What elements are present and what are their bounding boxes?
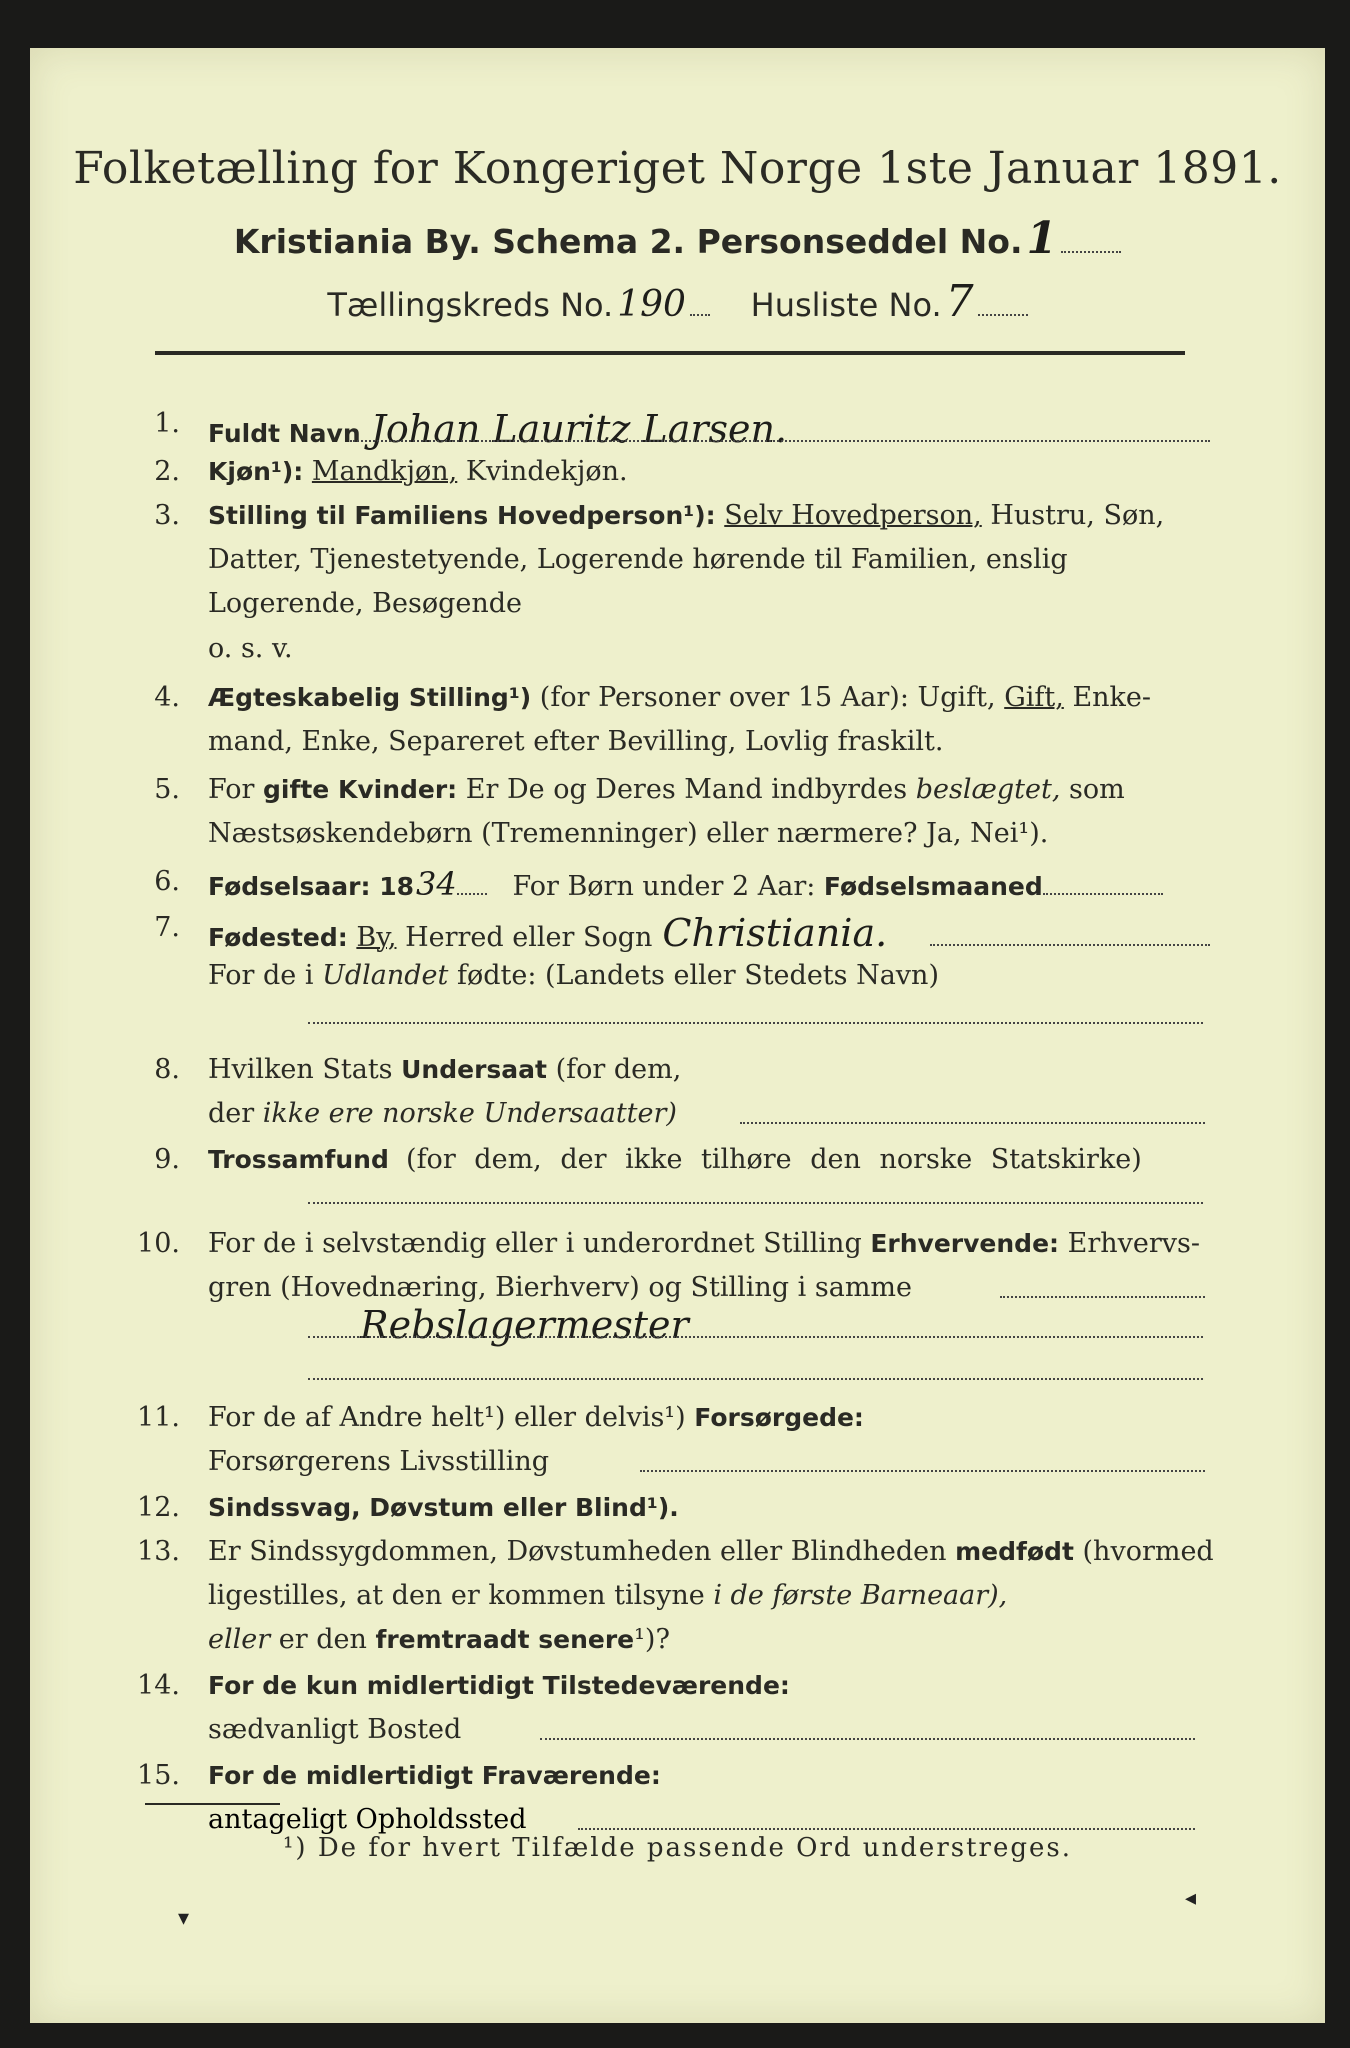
field-number: 14. xyxy=(137,1670,180,1701)
field-number: 8. xyxy=(154,1054,180,1085)
header-rule xyxy=(155,351,1185,355)
field-label: Trossamfund xyxy=(208,1145,389,1174)
field-text: Er Sindssygdommen, Døvstumheden eller Blindheden xyxy=(208,1536,947,1567)
field-text: Logerende, Besøgende xyxy=(208,588,522,619)
field-text: Enke- xyxy=(1072,682,1151,713)
dotted-fill xyxy=(308,1334,1203,1338)
field-label: fremtraadt senere xyxy=(375,1625,635,1654)
dotted-fill xyxy=(308,1020,1203,1024)
field-text: der xyxy=(208,1098,255,1129)
option-selected: Selv Hovedperson, xyxy=(724,500,982,531)
subtitle-prefix: Kristiania By. Schema 2. Personseddel No. xyxy=(233,222,1023,261)
field-text: ikke ere norske Undersaatter) xyxy=(262,1098,677,1129)
field-text: som xyxy=(1069,774,1125,805)
ink-speck: ▾ xyxy=(178,1906,190,1931)
field-text: gren (Hovednæring, Bierhverv) og Stilling i samme xyxy=(208,1272,913,1303)
field-text: i de første Barneaar), xyxy=(713,1580,1008,1611)
field-label: Forsørgede: xyxy=(694,1403,864,1432)
field-text: o. s. v. xyxy=(208,633,293,664)
husliste-number: 7 xyxy=(945,276,974,327)
field-text: For Børn under 2 Aar: xyxy=(512,871,816,902)
dotted-fill xyxy=(978,294,1028,316)
field-text: (for dem, xyxy=(555,1054,682,1085)
form-subtitle xyxy=(30,213,1325,264)
dotted-fill xyxy=(1061,231,1121,253)
field-text: ¹)? xyxy=(634,1624,670,1655)
dotted-fill xyxy=(457,873,487,895)
dotted-fill xyxy=(578,1826,1195,1830)
dotted-fill xyxy=(540,1736,1195,1740)
field-number: 7. xyxy=(154,912,180,943)
field-label: Ægteskabelig Stilling¹) xyxy=(208,683,532,712)
field-number: 5. xyxy=(154,774,180,805)
field-label: Stilling til Familiens Hovedperson¹): xyxy=(208,501,716,530)
field-label: gifte Kvinder: xyxy=(263,775,458,804)
field-number: 6. xyxy=(154,866,180,897)
option-selected: Gift, xyxy=(1004,682,1064,713)
census-form-sheet xyxy=(30,48,1325,2023)
field-text: eller xyxy=(208,1624,271,1655)
field-text: mand, Enke, Separeret efter Bevilling, Lovlig fraskilt. xyxy=(208,726,944,757)
field-text: For de i selvstændig eller i underordnet Stilling xyxy=(208,1228,862,1259)
option-selected: Mandkjøn, xyxy=(311,456,458,487)
dotted-fill xyxy=(308,1200,1203,1204)
field-label: For de midlertidigt Fraværende: xyxy=(208,1761,661,1790)
field-number: 13. xyxy=(137,1536,180,1567)
field-text: ligestilles, at den er kommen tilsyne xyxy=(208,1580,705,1611)
name-value: Johan Lauritz Larsen. xyxy=(370,407,788,451)
husliste-label: Husliste No. xyxy=(750,286,942,324)
field-text: Erhvervs- xyxy=(1067,1228,1201,1259)
field-label: Fødselsaar: 18 xyxy=(208,872,414,901)
dotted-fill xyxy=(1000,1294,1205,1298)
field-label: Erhvervende: xyxy=(870,1229,1060,1258)
personseddel-number: 1 xyxy=(1026,213,1058,264)
field-label: Sindssvag, Døvstum eller Blind¹). xyxy=(208,1493,679,1522)
field-text: (for Personer over 15 Aar): Ugift, xyxy=(539,682,996,713)
dotted-fill xyxy=(350,438,1210,442)
dotted-fill xyxy=(740,1120,1205,1124)
field-number: 10. xyxy=(137,1228,180,1259)
field-number: 12. xyxy=(137,1492,180,1523)
dotted-fill xyxy=(690,294,710,316)
form-title: Folketælling for Kongeriget Norge 1ste Januar 1891. xyxy=(73,143,1282,194)
field-number: 3. xyxy=(154,500,180,531)
field-label: For de kun midlertidigt Tilstedeværende: xyxy=(208,1671,790,1700)
field-text: For de i xyxy=(208,960,314,991)
option-selected: By, xyxy=(356,922,397,953)
field-number: 9. xyxy=(154,1144,180,1175)
ink-speck: ◂ xyxy=(1185,1886,1197,1911)
field-text: (hvormed xyxy=(1082,1536,1214,1567)
kreds-label: Tællingskreds No. xyxy=(327,286,614,324)
option: Hustru, Søn, xyxy=(990,500,1165,531)
field-text: Forsørgerens Livsstilling xyxy=(208,1446,550,1477)
form-subtitle-kreds xyxy=(30,276,1325,327)
field-text: (for dem, der ikke tilhøre den norske Statskirke) xyxy=(406,1144,1142,1175)
field-text: sædvanligt Bosted xyxy=(208,1714,462,1745)
field-label: medfødt xyxy=(955,1537,1074,1566)
field-text: Udlandet xyxy=(322,960,449,991)
dotted-fill xyxy=(930,942,1210,946)
kreds-number: 190 xyxy=(617,284,686,325)
field-text: er den xyxy=(278,1624,367,1655)
field-label: Fødested: xyxy=(208,923,348,952)
dotted-fill xyxy=(1043,873,1163,895)
birth-year-value: 34 xyxy=(415,865,457,903)
field-text: Næstsøskendebørn (Tremenninger) eller nærmere? Ja, Nei¹). xyxy=(208,818,1049,849)
field-text: antageligt Opholdssted xyxy=(208,1804,527,1835)
field-text: Er De og Deres Mand indbyrdes xyxy=(465,774,908,805)
option: Kvindekjøn. xyxy=(465,456,628,487)
field-label: Kjøn¹): xyxy=(208,457,304,486)
field-number: 2. xyxy=(154,456,180,487)
field-text: For de af Andre helt¹) eller delvis¹) xyxy=(208,1402,686,1433)
field-text: Datter, Tjenestetyende, Logerende hørende til Familien, enslig xyxy=(208,544,1068,575)
field-number: 11. xyxy=(137,1402,180,1433)
field-number: 4. xyxy=(154,682,180,713)
footnote: ¹) De for hvert Tilfælde passende Ord understreges. xyxy=(282,1833,1072,1863)
field-number: 15. xyxy=(137,1760,180,1791)
field-text: beslægtet, xyxy=(915,774,1061,805)
field-text: fødte: (Landets eller Stedets Navn) xyxy=(456,960,939,991)
field-text: Herred eller Sogn xyxy=(405,922,653,953)
dotted-fill xyxy=(308,1376,1203,1380)
occupation-value: Rebslagermester xyxy=(360,1303,689,1347)
field-label: Fødselsmaaned xyxy=(823,872,1043,901)
field-text: Hvilken Stats xyxy=(208,1054,393,1085)
field-text: For xyxy=(208,774,255,805)
field-label: Fuldt Navn xyxy=(208,419,361,448)
birthplace-value: Christiania. xyxy=(662,911,888,955)
dotted-fill xyxy=(640,1468,1205,1472)
field-label: Undersaat xyxy=(401,1055,547,1084)
field-number: 1. xyxy=(154,408,180,439)
